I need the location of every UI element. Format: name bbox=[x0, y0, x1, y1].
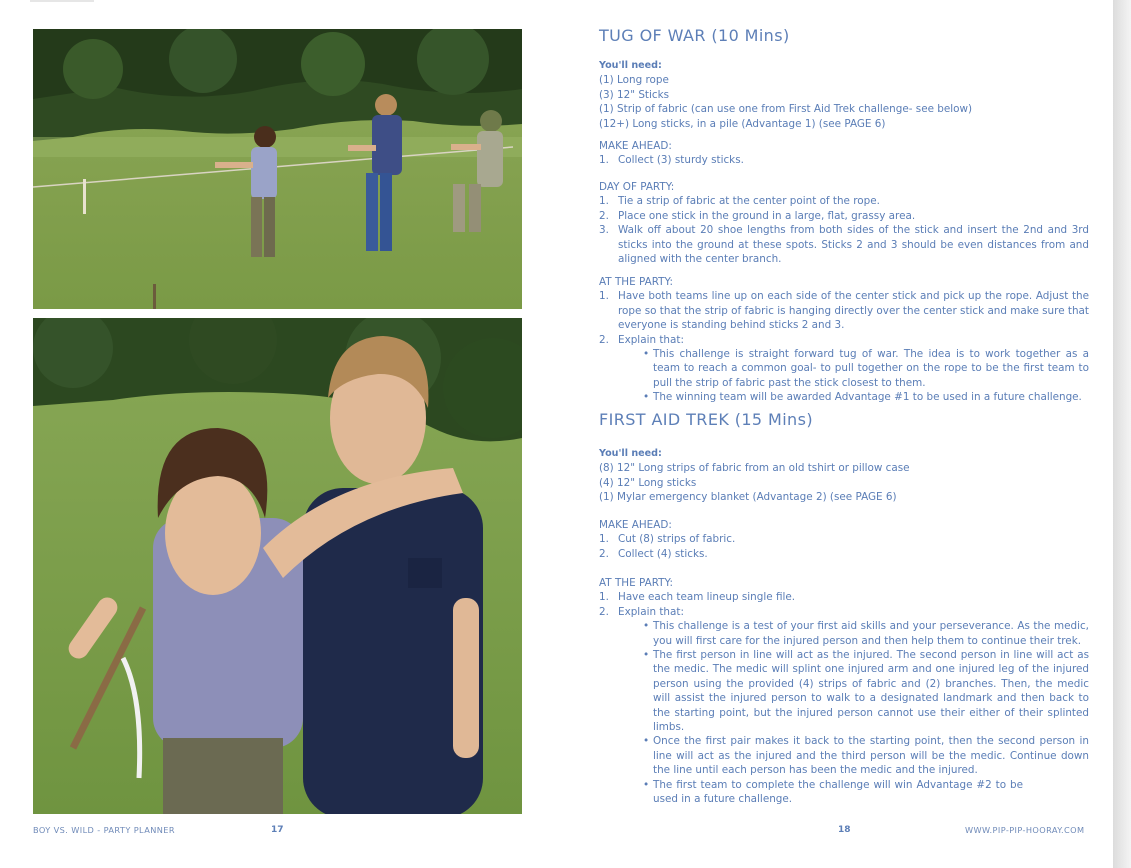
bullet-item: • The winning team will be awarded Advantage #1 to be used in a future challenge. bbox=[645, 390, 1089, 404]
need-item: (12+) Long sticks, in a pile (Advantage 1) (see PAGE 6) bbox=[599, 117, 886, 130]
need-item: (1) Long rope bbox=[599, 74, 669, 87]
need-item: (1) Strip of fabric (can use one from First Aid Trek challenge- see below) bbox=[599, 103, 973, 116]
list-item: 1. Cut (8) strips of fabric. bbox=[599, 533, 736, 546]
tug-of-war-day-of-party bbox=[599, 180, 1089, 266]
list-item: 1. Have each team lineup single file. bbox=[599, 591, 796, 604]
at-party-label: AT THE PARTY: bbox=[599, 577, 673, 589]
page-number-left: 17 bbox=[271, 825, 284, 835]
two-boys-photo bbox=[33, 318, 522, 814]
need-item: (1) Mylar emergency blanket (Advantage 2) (see PAGE 6) bbox=[599, 491, 897, 504]
first-aid-trek-heading: FIRST AID TREK (15 Mins) bbox=[599, 410, 813, 429]
needs-label: You'll need: bbox=[599, 60, 662, 71]
first-aid-trek-needs bbox=[599, 447, 1089, 505]
list-item: 2. Place one stick in the ground in a large, flat, grassy area. bbox=[599, 209, 916, 222]
page-edge-shadow bbox=[1113, 0, 1131, 868]
tug-of-war-photo bbox=[33, 29, 522, 309]
need-item: (8) 12" Long strips of fabric from an old tshirt or pillow case bbox=[599, 462, 910, 475]
make-ahead-label: MAKE AHEAD: bbox=[599, 519, 672, 531]
list-item: 1. Collect (3) sturdy sticks. bbox=[599, 154, 744, 167]
bullet-item: • This challenge is a test of your first aid skills and your perseverance. As the medic, you will first care for the injured person and then help them to continue their trek. bbox=[645, 619, 1089, 648]
need-item: (4) 12" Long sticks bbox=[599, 476, 697, 489]
first-aid-trek-at-party bbox=[599, 576, 1089, 807]
at-party-label: AT THE PARTY: bbox=[599, 276, 673, 288]
tug-of-war-needs bbox=[599, 59, 1089, 131]
list-item: 2. Collect (4) sticks. bbox=[599, 547, 708, 560]
need-item: (3) 12" Sticks bbox=[599, 88, 670, 101]
list-item: 2. Explain that: bbox=[599, 605, 684, 618]
tug-of-war-at-party bbox=[599, 275, 1089, 405]
list-item: 3. Walk off about 20 shoe lengths from both sides of the stick and insert the 2nd and 3rd sticks into the ground at these spots. Sticks 2 and 3 should be even distances from and aligned with the center branch. bbox=[599, 224, 1089, 266]
tug-of-war-heading: TUG OF WAR (10 Mins) bbox=[599, 26, 790, 45]
day-of-party-label: DAY OF PARTY: bbox=[599, 181, 675, 193]
bullet-item: • This challenge is straight forward tug of war. The idea is to work together as a team to reach a common goal- to pull together on the rope to be the first team to pull the strip of fabric past the stick closest to them. bbox=[645, 347, 1089, 390]
footer-title: BOY VS. WILD - PARTY PLANNER bbox=[33, 825, 175, 835]
page-number-right: 18 bbox=[838, 825, 851, 835]
make-ahead-label: MAKE AHEAD: bbox=[599, 140, 672, 152]
first-aid-trek-make-ahead bbox=[599, 518, 1089, 561]
list-item: 2. Explain that: bbox=[599, 333, 684, 346]
bullet-item: • Once the first pair makes it back to the starting point, then the second person in line will act as the injured and the third person will be the medic. Continue down the line until each person has been the medic and the injured. bbox=[645, 734, 1089, 777]
bullet-item: • The first team to complete the challenge will win Advantage #2 to be used in a future challenge. bbox=[645, 778, 1023, 807]
list-item: 1. Tie a strip of fabric at the center point of the rope. bbox=[599, 195, 880, 208]
footer-url[interactable]: WWW.PIP-PIP-HOORAY.COM bbox=[965, 825, 1085, 835]
top-tab bbox=[30, 0, 94, 2]
bullet-item: • The first person in line will act as the injured. The second person in line will act as the medic. The medic will splint one injured arm and one injured leg of the injured person using the provided (4) strips of fabric and (2) branches. Then, the medic will assist the injured person to walk to a designated landmark and then back to the starting point, but the injured person cannot use their either of their splinted limbs. bbox=[645, 648, 1089, 734]
needs-label: You'll need: bbox=[599, 448, 662, 459]
list-item: 1. Have both teams line up on each side of the center stick and pick up the rope. Adjust the rope so that the strip of fabric is hanging directly over the center stick and make sure that everyone is standing behind sticks 2 and 3. bbox=[599, 290, 1089, 332]
tug-of-war-make-ahead bbox=[599, 139, 1089, 168]
